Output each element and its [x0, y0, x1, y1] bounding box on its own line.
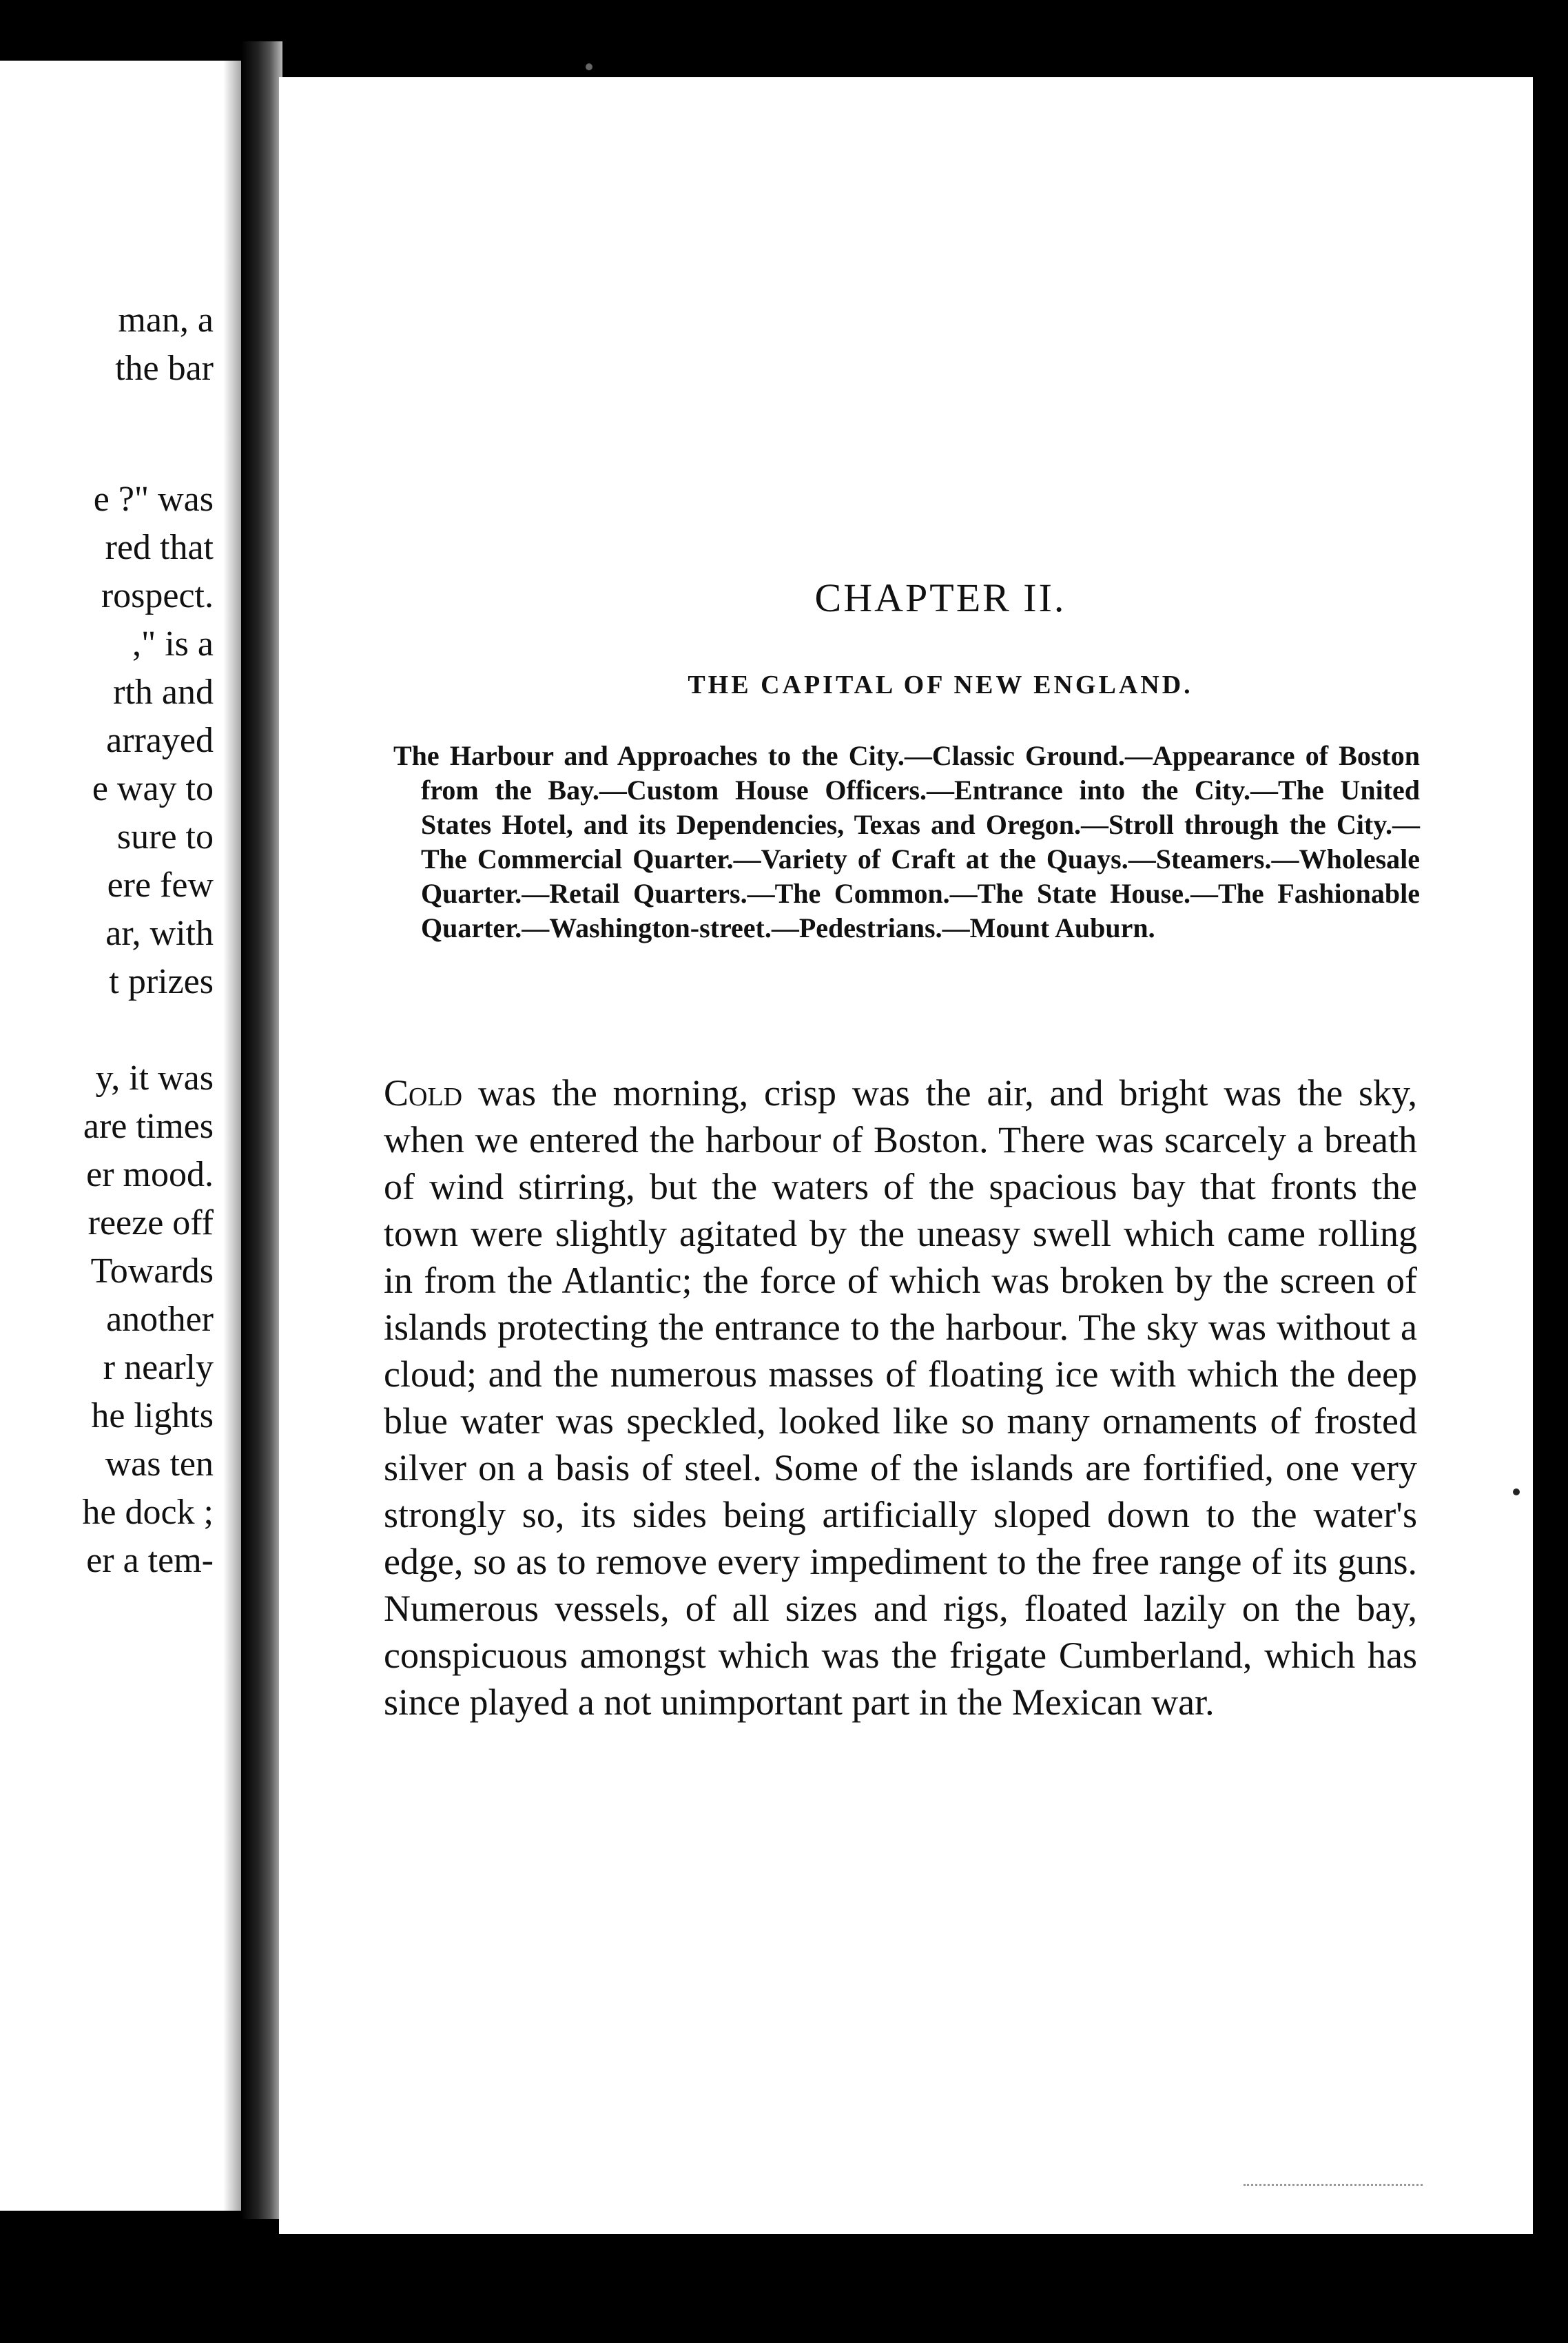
previous-page-line: er mood. [86, 1155, 214, 1194]
previous-page-line: e way to [92, 769, 214, 808]
previous-page-line: ar, with [105, 914, 214, 953]
previous-page-line: y, it was [95, 1058, 214, 1098]
book-spine [241, 41, 282, 2219]
paragraph-text: was the morning, crisp was the air, and bright was the sky, when we entered the harbour of Boston. There was scarcely a breath of wind stirring, but the waters of the spacious bay that fronts the town were slightly agitated by the uneasy swell which came rolling in from the Atlantic; the force of which was broken by the screen of islands protecting the entrance to the harbour. The sky was without a cloud; and the numerous masses of floating ice with which the deep blue water was speckled, looked like so many ornaments of frosted silver on a basis of steel. Some of the islands are fortified, one very strongly so, its sides being artificially sloped down to the water's edge, so as to remove every impediment to the free range of its guns. Numerous vessels, of all sizes and rigs, floated lazily on the bay, conspicuous amongst which was the frigate Cumberland, which has since played a not unimportant part in the Mexican war. [384, 1072, 1417, 1723]
drop-word: Cold [384, 1072, 463, 1114]
previous-page-line: he lights [91, 1396, 214, 1435]
previous-page-line: rospect. [101, 576, 214, 615]
previous-page-line: t prizes [109, 962, 214, 1001]
gutter-shadow [223, 61, 241, 2211]
previous-page-line: red that [105, 528, 214, 567]
chapter-summary: The Harbour and Approaches to the City.—Classic Ground.—Appearance of Boston from the Bay.—Custom House Officers.—Entrance into the City.—The United States Hotel, and its Dependencies, Texas and Oregon.—Stroll through the City.—The Commercial Quarter.—Variety of Craft at the Quays.—Steamers.—Wholesale Quarter.—Retail Quarters.—The Common.—The State House.—The Fashionable Quarter.—Washington-street.—Pedestrians.—Mount Auburn. [393, 740, 1420, 943]
scan-noise [1244, 2184, 1423, 2207]
previous-page-line: he dock ; [82, 1493, 214, 1532]
previous-page [0, 61, 241, 2211]
previous-page-line: was ten [105, 1444, 214, 1484]
previous-page-line: are times [83, 1107, 214, 1146]
body-paragraph [384, 1070, 1417, 1726]
previous-page-line: ere few [107, 866, 214, 905]
previous-page-line: man, a [118, 300, 214, 340]
previous-page-line: the bar [115, 349, 214, 388]
chapter-title: CHAPTER II. [814, 575, 1066, 620]
previous-page-line: reeze off [87, 1203, 214, 1242]
previous-page-line: sure to [116, 817, 214, 857]
previous-page-line: r nearly [103, 1348, 214, 1387]
current-page [279, 77, 1533, 2234]
previous-page-line: Towards [90, 1251, 214, 1291]
scan-speck [1513, 1488, 1520, 1495]
previous-page-line: er a tem- [86, 1541, 214, 1580]
previous-page-line: rth and [113, 673, 214, 712]
previous-page-line: ," is a [132, 624, 214, 664]
previous-page-line: another [106, 1300, 214, 1339]
previous-page-line: arrayed [106, 721, 214, 760]
scan-speck [586, 63, 592, 70]
previous-page-line: e ?" was [93, 480, 214, 519]
chapter-subtitle: THE CAPITAL OF NEW ENGLAND. [688, 671, 1193, 699]
